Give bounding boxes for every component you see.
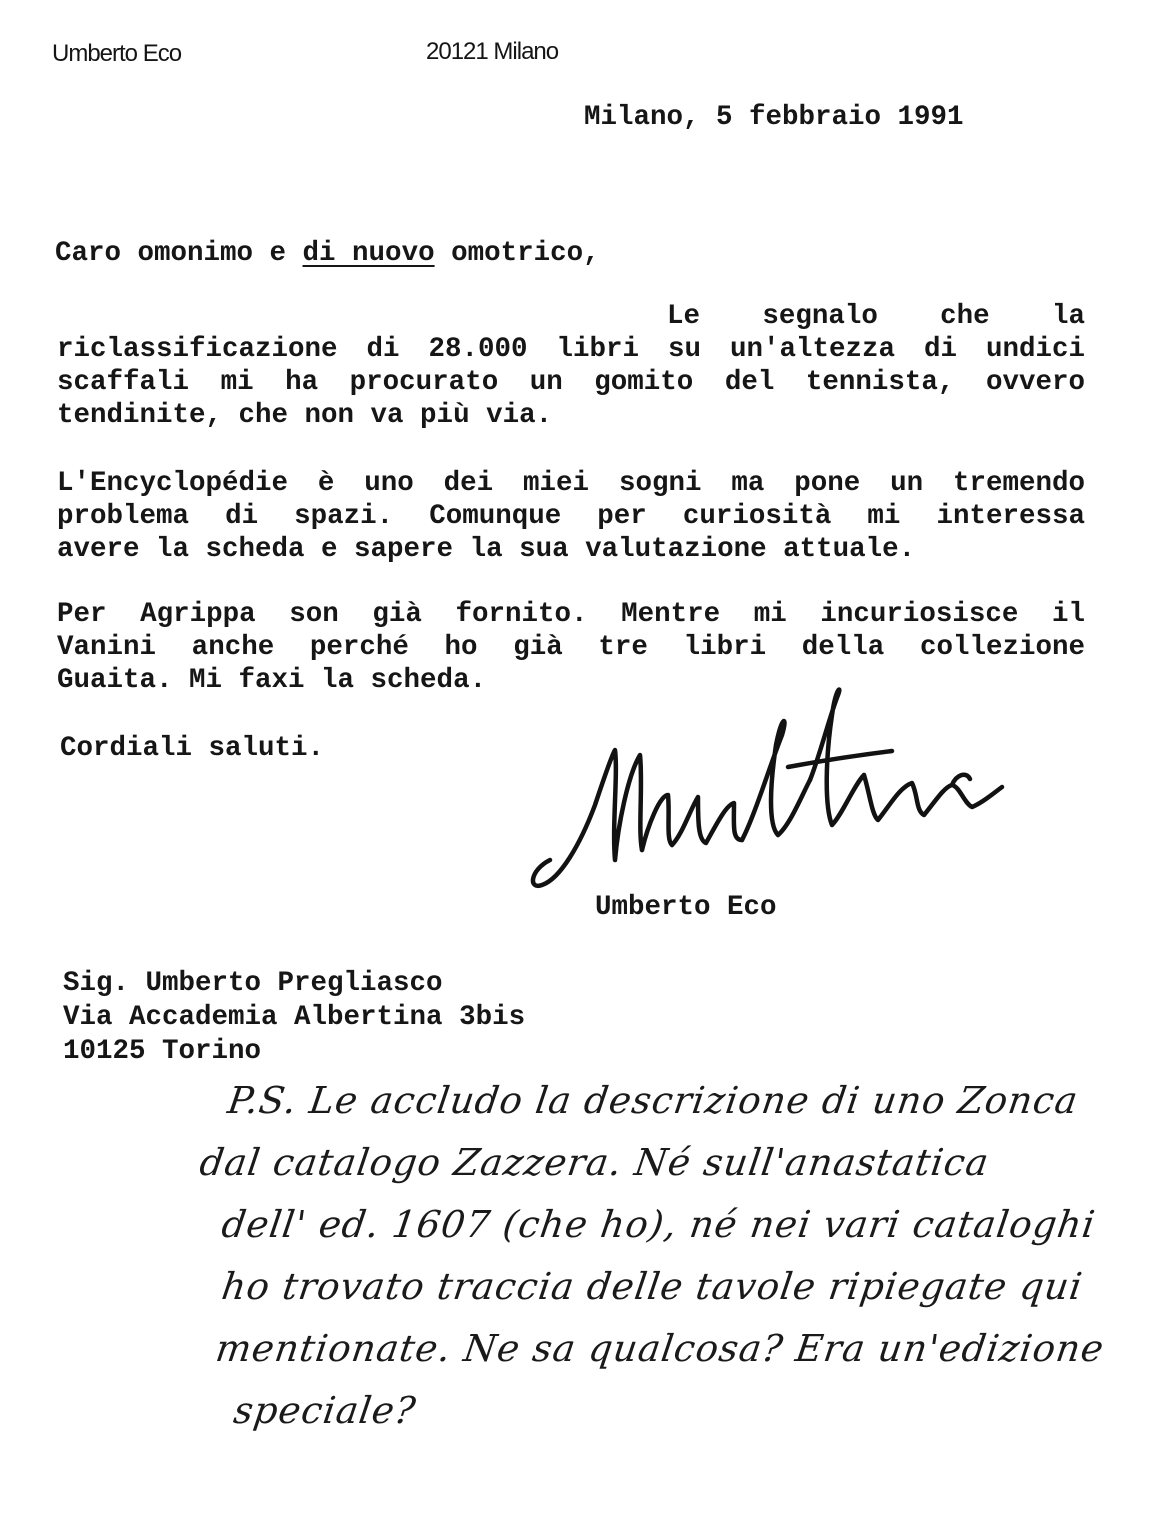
salutation-underlined: di nuovo — [302, 238, 435, 269]
recipient-line-1: Sig. Umberto Pregliasco — [63, 968, 443, 999]
recipient-line-3: 10125 Torino — [63, 1036, 262, 1067]
body-paragraph-1 — [57, 300, 1085, 432]
paragraph-line: Vanini anche perché ho già tre libri della collezione — [57, 632, 1085, 663]
paragraph-line: Guaita. Mi faxi la scheda. — [57, 665, 487, 696]
postscript-line: dell' ed. 1607 (che ho), né nei vari cataloghi — [219, 1203, 1099, 1246]
postscript-line: P.S. Le accludo la descrizione di uno Zonca — [225, 1079, 1082, 1122]
handwritten-signature — [520, 675, 1020, 900]
letterhead-city: 20121 Milano — [426, 38, 559, 65]
signature-name: Umberto Eco — [595, 892, 777, 923]
postscript-line: mentionate. Ne sa qualcosa? Era un'edizione — [213, 1327, 1108, 1370]
paragraph-line: Le segnalo che la — [667, 301, 1085, 332]
salutation — [55, 238, 600, 269]
paragraph-line: tendinite, che non va più via. — [57, 400, 553, 431]
postscript-line: dal catalogo Zazzera. Né sull'anastatica — [197, 1141, 992, 1184]
letter-date: Milano, 5 febbraio 1991 — [584, 102, 964, 133]
paragraph-line: riclassificazione di 28.000 libri su un'altezza di undici — [57, 334, 1085, 365]
letterhead-name: Umberto Eco — [52, 40, 182, 67]
paragraph-line: avere la scheda e sapere la sua valutazione attuale. — [57, 534, 916, 565]
paragraph-line: problema di spazi. Comunque per curiosità mi interessa — [57, 501, 1085, 532]
paragraph-line: scaffali mi ha procurato un gomito del tennista, ovvero — [57, 367, 1085, 398]
recipient-line-2: Via Accademia Albertina 3bis — [63, 1002, 526, 1033]
postscript-line: speciale? — [231, 1389, 419, 1432]
paragraph-line: Per Agrippa son già fornito. Mentre mi incuriosisce il — [57, 599, 1085, 630]
body-paragraph-2 — [57, 467, 1085, 566]
salutation-after: omotrico, — [434, 238, 600, 269]
signature-text: Umberto Eco — [520, 675, 526, 676]
handwritten-postscript — [160, 1070, 1160, 1442]
paragraph-line: L'Encyclopédie è uno dei miei sogni ma pone un tremendo — [57, 468, 1085, 499]
salutation-before: Caro omonimo e — [55, 238, 303, 269]
closing: Cordiali saluti. — [60, 733, 325, 764]
postscript-line: ho trovato traccia delle tavole ripiegate qui — [219, 1265, 1086, 1308]
